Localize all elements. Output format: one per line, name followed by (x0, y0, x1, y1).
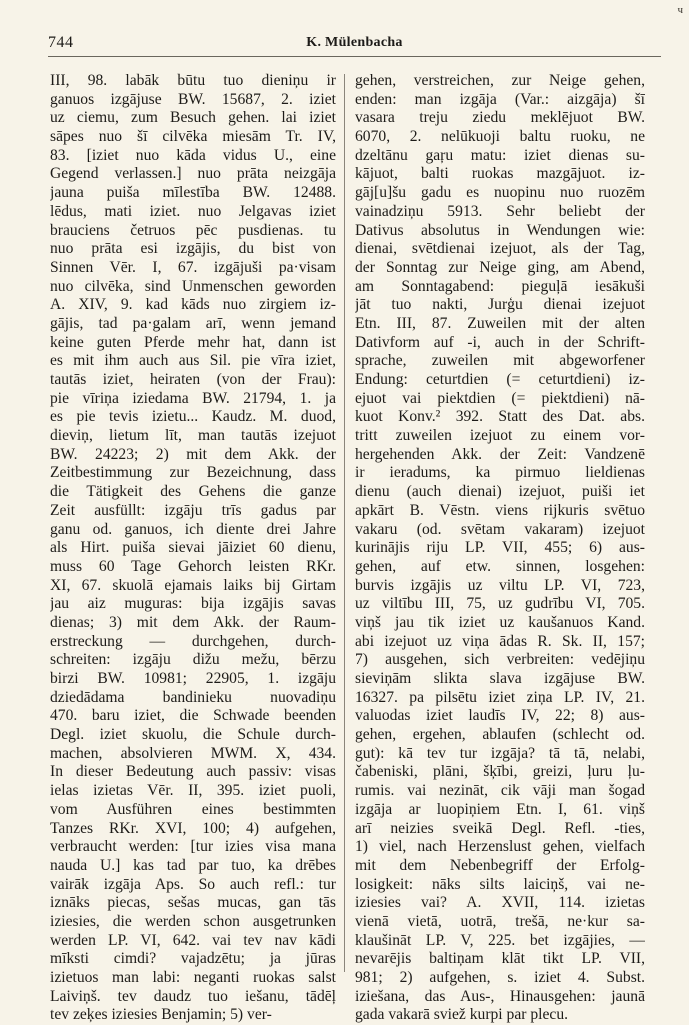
text-line: vasara treju ziedu meklējuot BW. (355, 109, 645, 127)
text-line: verbraucht werden: [tur izies visa mana (50, 838, 336, 856)
text-line: nevarējis baltiņam klāt tikt LP. VII, (355, 950, 645, 968)
text-line: Gegend verlassen.] nuo prāta neizgāja (50, 165, 336, 183)
text-line: XI, 67. skuolā ejamais laiks bij Girtam (50, 576, 336, 594)
text-line: apkārt B. Vēstn. viens rijkuris svētuo (355, 501, 645, 519)
text-line: pie vīriņa iziedama BW. 21794, 1. ja (50, 389, 336, 407)
text-line: enden: man izgāja (Var.: aizgāja) šī (355, 90, 645, 108)
text-line: es pie tevis izietu... Kaudz. M. duod, (50, 408, 336, 426)
text-line: ganuos izgājuse BW. 15687, 2. iziet (50, 90, 336, 108)
text-line: gehen, auf etw. sinnen, losgehen: (355, 557, 645, 575)
text-line: Dativform auf -i, auch in der Schrift- (355, 333, 645, 351)
text-line: 470. baru iziet, die Schwade beenden (50, 707, 336, 725)
text-line: lēdus, mati iziet. nuo Jelgavas iziet (50, 202, 336, 220)
text-line: losigkeit: nāks silts laiciņš, vai ne- (355, 875, 645, 893)
text-line: In dieser Bedeutung auch passiv: visas (50, 763, 336, 781)
text-line: gāj[u]šu gadu es nuopinu nuo ruozēm (355, 184, 645, 202)
text-line: iziesies, die werden schon ausgetrunken (50, 912, 336, 930)
text-line: mīksti cimdi? vajadzētu; ja jūras (50, 950, 336, 968)
text-line: machen, absolvieren MWM. X, 434. (50, 744, 336, 762)
text-line: ielas izietas Vēr. II, 395. iziet puoli, (50, 782, 336, 800)
text-line: tev zeķes iziesies Benjamin; 5) ver- (50, 1006, 272, 1024)
text-line: jau aiz muguras: bija izgājis savas (50, 595, 336, 613)
text-line: schreiten: izgāju dižu mežu, bērzu (50, 651, 336, 669)
text-line: BW. 24223; 2) mit dem Akk. der (50, 445, 336, 463)
text-line: A. XIV, 9. kad kāds nuo zirgiem iz- (50, 296, 336, 314)
text-line: uz ciemu, zum Besuch gehen. lai iziet (50, 109, 336, 127)
text-line: viņš jau tik iziet uz kaušanuos Kand. (355, 613, 645, 631)
column-divider (344, 74, 345, 972)
text-line: sieviņām slikta slava izgājuse BW. (355, 670, 645, 687)
text-line: iznāks piecas, sešas mucas, gan tās (50, 894, 336, 912)
text-line: dziedādama bandinieku nuovadiņu (50, 688, 336, 706)
text-line: Laiviņš. tev daudz tuo iešanu, tādēļ (50, 987, 336, 1005)
text-line: Sinnen Vēr. I, 67. izgājuši pa·visam (50, 258, 336, 276)
text-line: hergehenden Akk. der Zeit: Vandzenē (355, 445, 645, 463)
text-line: Degl. iziet skuolu, die Schule durch- (50, 726, 336, 744)
text-line: vienā vietā, uotrā, trešā, ne·kur sa- (355, 912, 645, 930)
text-line: brauciens četruos pēc pusdienas. tu (50, 221, 336, 239)
text-line: gut): kā tev tur izgāja? tā tā, nelabi, (355, 744, 645, 762)
text-line: ganu od. ganuos, ich diente drei Jahre (50, 520, 336, 538)
text-line: kājuot, balti ruokas mazgājuot. iz- (355, 165, 645, 183)
text-line: abi izejuot uz viņa ādas R. Sk. II, 157; (355, 632, 645, 650)
text-line: Zeit ausfüllt: izgāju trīs gadus par (50, 501, 336, 519)
text-line: Zeitbestimmung zur Bezeichnung, dass (50, 464, 336, 482)
text-line: ejuot vai piektdien (= piektdieni) nā- (355, 389, 645, 407)
text-line: Dativus absolutus in Wendungen wie: (355, 221, 645, 239)
text-line: am Sonntagabend: pieguļā iesākuši (355, 277, 645, 295)
left-column (50, 72, 336, 1025)
text-line: gehen, verstreichen, zur Neige gehen, (355, 72, 645, 89)
page-header (48, 34, 661, 57)
text-line: dienas; 3) mit dem Akk. der Raum- (50, 613, 336, 631)
text-line: jauna puiša mīlestība BW. 12488. (50, 184, 336, 202)
text-line: burvis izgājis uz viltu LP. VI, 723, (355, 576, 645, 594)
text-line: nauda U.] kas tad par tuo, ka drēbes (50, 856, 336, 874)
text-line: 83. [iziet nuo kāda vidus U., eine (50, 146, 336, 164)
text-line: gada vakarā sviež kurpi par plecu. (355, 1006, 569, 1024)
text-line: 1) viel, nach Herzenslust gehen, vielfach (355, 838, 645, 856)
corner-mark: ч (677, 4, 683, 16)
text-line: jāt tuo nakti, Jurģu dienai izejuot (355, 296, 645, 314)
text-line: dienu (auch dienai) izejuot, puiši iet (355, 483, 645, 501)
text-line: III, 98. labāk būtu tuo dieniņu ir (50, 72, 336, 89)
text-line: 16327. pa pilsētu iziet ziņa LP. IV, 21. (355, 688, 645, 706)
text-line: mit dem Nebenbegriff der Erfolg- (355, 856, 645, 874)
text-line: izietuos man labi: neganti ruokas salst (50, 969, 336, 986)
text-line: uz viltību III, 75, uz gudrību VI, 705. (355, 595, 645, 613)
text-line: nuo prāta esi izgājis, du bist von (50, 240, 336, 258)
text-line: rumis. vai nezināt, cik vāji man šogad (355, 782, 645, 800)
text-line: der Sonntag zur Neige ging, am Abend, (355, 258, 645, 276)
text-line: kurinājis riju LP. VII, 455; 6) aus- (355, 539, 645, 557)
text-line: 7) ausgehen, sich verbreiten: vedējiņu (355, 651, 645, 669)
running-head: K. Mülenbacha (306, 35, 403, 50)
right-column (355, 72, 645, 1025)
text-line: izgāja ar luopiņiem Etn. I, 61. viņš (355, 800, 645, 818)
text-line: muss 60 Tage Gehorch leisten RKr. (50, 557, 336, 575)
text-line: dzeltānu gaŗu matu: iziet dienas su- (355, 146, 645, 164)
text-line: vakaru (od. svētam vakaram) izejuot (355, 520, 645, 538)
text-line: keine guten Pferde mehr hat, dann ist (50, 333, 336, 351)
text-line: iziesies vai? A. XVII, 114. izietas (355, 894, 645, 912)
text-line: Tanzes RKr. XVI, 100; 4) aufgehen, (50, 819, 336, 837)
text-line: ir ieradums, ka pirmuo lieldienas (355, 464, 645, 482)
text-line: 6070, 2. nelūkuoji baltu ruoku, ne (355, 128, 645, 146)
text-line: valuodas iziet laudīs IV, 22; 8) aus- (355, 707, 645, 725)
text-line: nuo cilvēka, sind Unmenschen geworden (50, 277, 336, 295)
text-line: Endung: ceturtdien (= ceturtdieni) iz- (355, 371, 645, 388)
text-line: vainadziņu 5913. Sehr beliebt der (355, 202, 645, 220)
text-line: als Hirt. puiša sievai jāiziet 60 dienu, (50, 539, 336, 557)
text-line: dieviņ, lietum līt, man tautās izejuot (50, 427, 336, 445)
text-line: sprache, zuweilen mit abgeworfener (355, 352, 645, 370)
text-line: Etn. III, 87. Zuweilen mit der alten (355, 314, 645, 332)
page-number: 744 (48, 34, 74, 51)
text-line: klaušināt LP. V, 225. bet izgājies, — (355, 931, 645, 949)
text-line: birzi BW. 10981; 22905, 1. izgāju (50, 670, 336, 687)
text-line: gājis, tad pa·galam arī, wenn jemand (50, 314, 336, 332)
text-line: tritt zuweilen izejuot zu einem vor- (355, 427, 645, 445)
text-line: werden LP. VI, 642. vai tev nav kādi (50, 931, 336, 949)
text-line: kuot Konv.² 392. Statt des Dat. abs. (355, 408, 645, 426)
text-line: tautās iziet, heiraten (von der Frau): (50, 371, 336, 388)
text-line: vom Ausführen eines bestimmten (50, 800, 336, 818)
text-line: iziešana, das Aus-, Hinausgehen: jaunā (355, 987, 645, 1005)
text-line: dienai, svētdienai izejuot, als der Tag, (355, 240, 645, 258)
text-line: čabeniski, plāni, šķībi, greizi, ļuru ļu- (355, 763, 645, 781)
text-line: vairāk izgāja Aps. So auch refl.: tur (50, 875, 336, 893)
text-line: gehen, ergehen, ablaufen (schlecht od. (355, 726, 645, 744)
text-line: 981; 2) aufgehen, s. iziet 4. Subst. (355, 969, 645, 986)
text-line: die Tätigkeit des Gehens die ganze (50, 483, 336, 501)
text-line: es mit ihm auch aus Sil. pie vīra iziet, (50, 352, 336, 370)
text-line: arī neizies sveikā Degl. Refl. -ties, (355, 819, 645, 837)
text-line: sāpes nuo šī cilvēka miesām Tr. IV, (50, 128, 336, 146)
text-line: erstreckung — durchgehen, durch- (50, 632, 336, 650)
